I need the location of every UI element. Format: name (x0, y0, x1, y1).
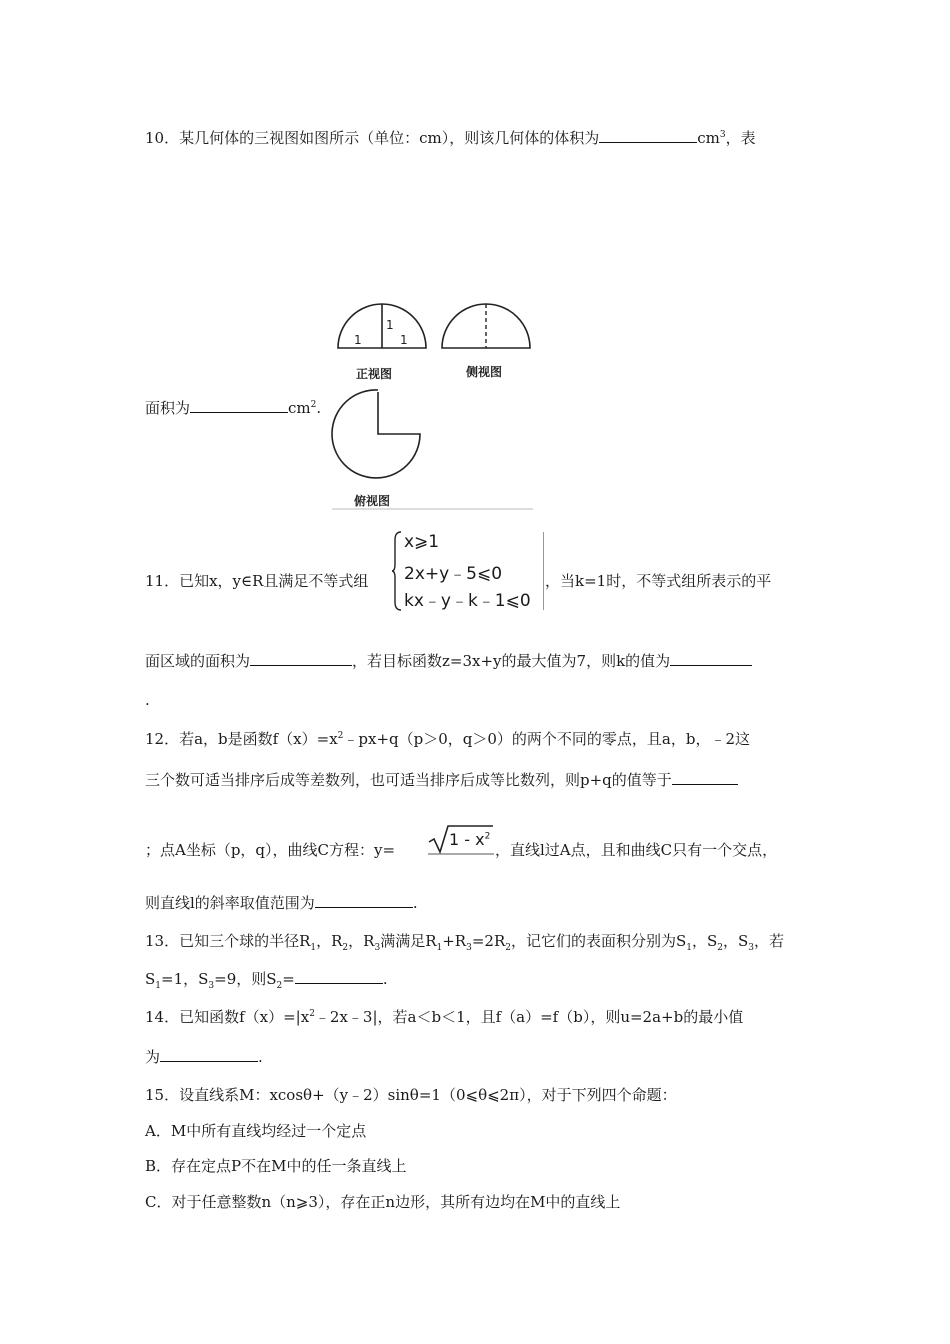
q13-line2: $S_1=1$，$S_3=9$，则$S_2=$ . (145, 970, 388, 991)
front-view-num-left: 1 (354, 333, 362, 347)
q10-text: 10．某几何体的三视图如图所示（单位：cm），则该几何体的体积为 (145, 129, 600, 147)
unit-cm: cm (288, 399, 311, 417)
q11-text: 11．已知x，y∈R且满足不等式组 (145, 572, 369, 590)
answer-blank-p-plus-q[interactable] (672, 770, 738, 785)
system-right-rule (543, 532, 544, 610)
answer-blank-s2[interactable] (295, 969, 383, 984)
q14-text: ﹣2x﹣3|，若a＜b＜1，且f（a）=f（b），则u=2a+b的最小值 (314, 1008, 744, 1026)
superscript-2: 2 (309, 1009, 315, 1019)
answer-blank-slope-range[interactable] (315, 893, 413, 908)
q10-line1 (145, 128, 756, 148)
sqrt-radicand (449, 830, 490, 849)
front-view-num-height: 1 (386, 318, 394, 332)
front-view-num-right: 1 (400, 333, 408, 347)
q14-line1 (145, 1007, 743, 1027)
q15-line1 (145, 1085, 677, 1105)
period: . (145, 691, 150, 709)
three-view-figure (330, 292, 535, 512)
q12-text: ；点A坐标（p，q），曲线C方程：y= (145, 841, 396, 859)
q12-text: 12．若a，b是函数f（x）=x (145, 730, 338, 748)
q12-line2 (145, 770, 738, 790)
q14-line2 (145, 1047, 263, 1067)
q11-line3 (145, 690, 150, 710)
q12-text: 则直线l的斜率取值范围为 (145, 894, 315, 912)
period: . (412, 894, 418, 912)
superscript-2: 2 (310, 400, 317, 410)
answer-blank-area[interactable] (190, 398, 288, 413)
q11-text: 面区域的面积为 (145, 652, 251, 670)
q10-text-area: 面积为 (145, 399, 191, 417)
q12-line3-end (495, 840, 777, 860)
q13-line1: 13．已知三个球的半径$R_1$，$R_2$，$R_3$满满足$R_1+R_3=2R_2$，记它们的表面积分别为$S_1$，$S_2$，$S_3$，若 (145, 932, 785, 953)
q12-text: ，直线l过A点，且和曲线C只有一个交点， (495, 841, 778, 859)
left-brace-icon (392, 530, 402, 612)
period: . (316, 399, 322, 417)
inequality-system (392, 530, 544, 612)
q10-line2 (145, 398, 321, 418)
answer-blank-min-u[interactable] (160, 1047, 258, 1062)
q14-text: 为 (145, 1048, 161, 1066)
inequality-row-1: x⩾1 (404, 532, 440, 552)
front-view (338, 304, 426, 348)
q14-text: 14．已知函数f（x）=|x (145, 1008, 310, 1026)
radicand-text: 1 - x (449, 830, 485, 849)
answer-blank-volume[interactable] (599, 128, 697, 143)
unit-cm: cm (697, 129, 720, 147)
q11-line1-end (545, 571, 771, 591)
period: . (382, 970, 388, 988)
sqrt-expression (427, 818, 495, 856)
q10-text-end: ，表 (725, 129, 756, 147)
q11-line1-start (145, 571, 368, 591)
q11-line2 (145, 651, 752, 671)
q12-line4 (145, 893, 418, 913)
option-b-text: B．存在定点P不在M中的任一条直线上 (145, 1157, 407, 1175)
q12-text: 三个数可适当排序后成等差数列，也可适当排序后成等比数列，则p+q的值等于 (145, 771, 672, 789)
option-a-text: A．M中所有直线均经过一个定点 (145, 1122, 367, 1140)
q12-text: ﹣px+q（p＞0，q＞0）的两个不同的零点，且a，b，﹣2这 (343, 730, 751, 748)
q11-text-end: ，当k=1时，不等式组所表示的平 (545, 572, 772, 590)
answer-blank-region-area[interactable] (250, 651, 352, 666)
q11-text: ，若目标函数z=3x+y的最大值为7，则k的值为 (352, 652, 671, 670)
option-c-text: C．对于任意整数n（n⩾3），存在正n边形，其所有边均在M中的直线上 (145, 1193, 621, 1211)
superscript-2: 2 (337, 731, 344, 741)
period: . (258, 1048, 263, 1066)
answer-blank-k[interactable] (670, 651, 752, 666)
side-view-label: 侧视图 (466, 365, 503, 379)
q12-line3-start (145, 840, 395, 860)
top-view-label: 俯视图 (354, 494, 391, 508)
q15-option-b (145, 1156, 406, 1176)
top-view (332, 390, 420, 478)
front-view-label: 正视图 (356, 367, 393, 381)
superscript-3: 3 (719, 130, 726, 140)
q15-option-a (145, 1121, 366, 1141)
q15-option-c (145, 1192, 620, 1212)
q12-line1 (145, 729, 750, 749)
inequality-row-2: 2x+y﹣5⩽0 (404, 564, 503, 584)
superscript-2: 2 (484, 831, 491, 842)
inequality-row-3: kx﹣y﹣k﹣1⩽0 (404, 591, 531, 611)
q15-text: 15．设直线系M：xcosθ+（y﹣2）sinθ=1（0⩽θ⩽2π），对于下列四个命题： (145, 1086, 677, 1104)
